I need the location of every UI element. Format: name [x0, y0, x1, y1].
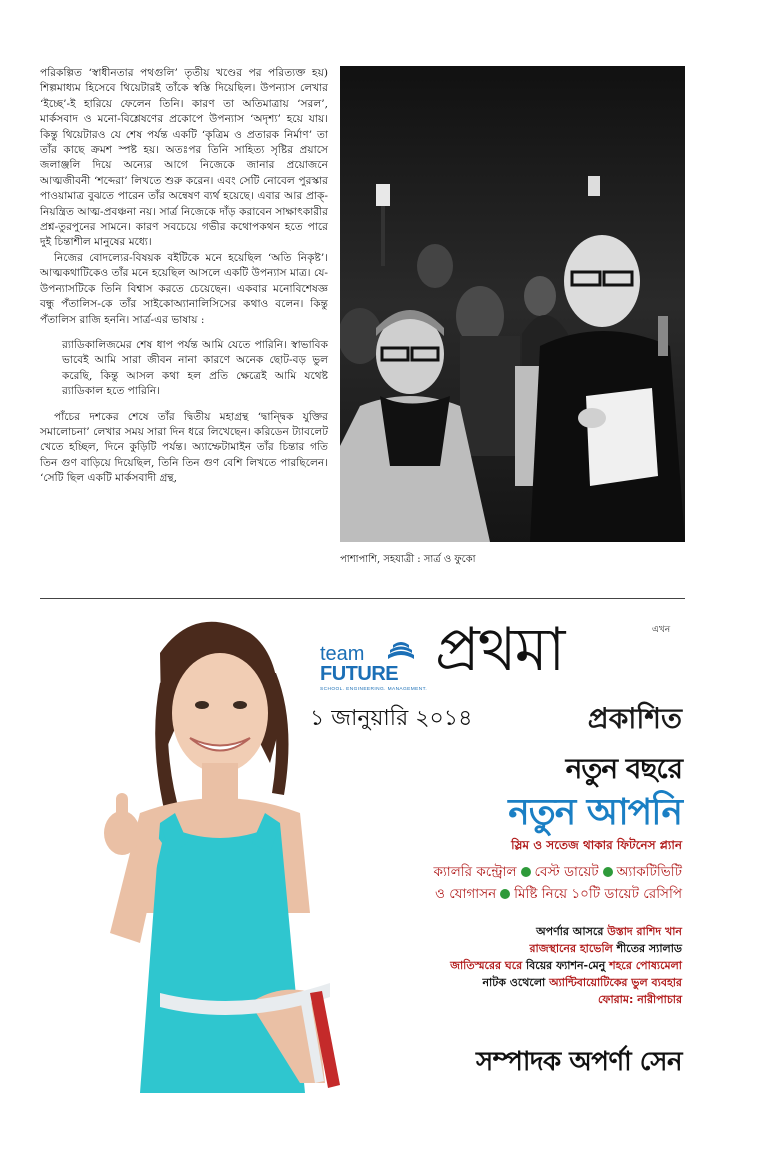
team-future-logo: [320, 625, 440, 695]
topic-best-diet: বেস্ট ডায়েট: [534, 864, 599, 880]
magazine-advertisement: [40, 605, 690, 1125]
feature-othello: নাটক ওথেলো: [482, 976, 546, 989]
fitness-tagline: স্লিম ও সতেজ থাকার ফিটনেস প্ল্যান: [511, 838, 682, 852]
feature-line-2: [322, 940, 682, 957]
feature-rajasthan-haveli: রাজস্থানের হাভেলি: [529, 942, 613, 955]
article-paragraph-2: নিজের বোদল্যের-বিষয়ক বইটিকে মনে হয়েছিল ‘অতি নিকৃষ্ট’। আত্মকথাটিকেও তাঁর মনে হয়েছিল আসলে একটি উপন্যাস মাত্র। যে-উপন্যাসটিকে তিনি বিশ্বাস করতে চেয়েছেন। একবার মনোবিশেষজ্ঞ বন্ধু পঁতালিস-কে তাঁর সাইকোঅ্যানালিসিসের কথাও বলেন। কিন্তু পঁতালিস রাজি হননি। সার্ত্র-এর ভাষায় :: [40, 251, 328, 326]
headline-new-year: নতুন বছরে: [565, 752, 682, 785]
feature-pet-fair: শহরে পোষ্যমেলা: [609, 959, 682, 972]
bullet-dot-icon: [603, 867, 613, 877]
books-icon: [386, 639, 416, 661]
topic-yoga: ও যোগাসন: [435, 886, 497, 902]
section-divider: [40, 598, 685, 599]
feature-line-5: [322, 991, 682, 1008]
topics-line-2: [352, 883, 682, 905]
published-label: প্রকাশিত: [587, 702, 682, 735]
magazine-subtitle: এখন: [652, 625, 671, 635]
publication-date: ১ জানুয়ারি ২০১৪: [310, 706, 473, 731]
sartre-foucault-photo: [340, 66, 685, 542]
feature-winter-salad: শীতের স্যালাড: [616, 942, 682, 955]
feature-jatismar: জাতিস্মরের ঘরে: [450, 959, 523, 972]
topic-activity: অ্যাকটিভিটি: [616, 864, 682, 880]
photo-caption: পাশাপাশি, সহযাত্রী : সার্ত্র ও ফুকো: [340, 554, 476, 565]
feature-list: [322, 923, 682, 1008]
bullet-dot-icon: [500, 889, 510, 899]
feature-line-1: [322, 923, 682, 940]
future-word: FUTURE: [320, 663, 399, 685]
feature-wedding-fashion: বিয়ের ফ্যাশন-মেনু: [526, 959, 606, 972]
fitness-topics: [352, 861, 682, 905]
photo-illustration: [340, 66, 685, 542]
team-future-tagline: SCHOOL. ENGINEERING. MANAGEMENT.: [320, 687, 428, 692]
topic-calorie-control: ক্যালরি কন্ট্রোল: [433, 864, 517, 880]
feature-forum: ফোরাম: নারীপাচার: [597, 993, 682, 1006]
feature-aparnar-ashore: অপর্ণার আসরে: [536, 925, 604, 938]
article-paragraph-1: পরিকল্পিত ‘স্বাধীনতার পথগুলি’ তৃতীয় খণ্ডের পর পরিত্যক্ত হয়) শিল্পমাধ্যম হিসেবে থিয়েটারই তাঁকে স্বস্তি দিয়েছিল। উপন্যাস লেখার ‘ইচ্ছে’-ই হারিয়ে ফেলেন তিনি। কারণ তা অতিমাত্রায় ‘সরল’, মার্কসবাদ ও মনো-বিশ্লেষণের প্রকোপে উপন্যাস ‘অদৃশ্য’ হয়ে যায়। কিন্তু থিয়েটারও যে শেষ পর্যন্ত একটি ‘কৃত্রিম ও প্রতারক নির্মাণ’ তা তাঁর কাছে ক্রমশ স্পষ্ট হয়। অতঃপর তিনি সাহিত্য সৃষ্টির প্রয়াসে জলাঞ্জলি দিয়ে অন্যের আগে নিজেকে জানার প্রয়োজনে আত্মজীবনী ‘শব্দেরা’ লিখতে শুরু করেন। এবং সেটি নোবেল পুরস্কার পাওয়ামাত্র বুঝতে পারেন তাঁর অন্বেষণ ব্যর্থ হয়েছে। এবার আর প্রাক্-নিয়ন্ত্রিত আত্ম-প্রবঞ্চনা নয়। সার্ত্র নিজেকে দাঁড় করাবেন সাক্ষাৎকারীর প্রশ্ন-তুরপুনের সামনে। কারণ সবচেয়ে গভীর কথোপকথন হতে পারে দুই চিন্তাশীল মানুষের মধ্যে।: [40, 67, 328, 249]
publication-date-line: [310, 701, 682, 738]
topics-line-1: [352, 861, 682, 883]
headline-new-you: নতুন আপনি: [508, 792, 682, 833]
article-column: [40, 66, 328, 487]
topic-sweet-recipes: মিষ্টি নিয়ে ১০টি ডায়েট রেসিপি: [514, 886, 682, 902]
team-word: team: [320, 643, 365, 665]
feature-antibiotic: অ্যান্টিবায়োটিকের ভুল ব্যবহার: [549, 976, 682, 989]
feature-line-3: [322, 957, 682, 974]
feature-rashid-khan: উস্তাদ রাশিদ খান: [607, 925, 682, 938]
bullet-dot-icon: [521, 867, 531, 877]
feature-line-4: [322, 974, 682, 991]
magazine-title: প্রথমা: [435, 615, 564, 685]
article-paragraph-3: পাঁচের দশকের শেষে তাঁর দ্বিতীয় মহাগ্রন্থ ‘দ্বান্দ্বিক যুক্তির সমালোচনা’ লেখার সময় সারা দিন ধরে লিখেছেন। করিডেন ট্যাবলেট খেতে হচ্ছিল, দিনে কুড়িটি পর্যন্ত। অ্যাম্ফেটামাইন তাঁর চিন্তার গতি তিন গুণ বাড়িয়ে দিয়েছিল, তিনি তিন গুণ বেশি লিখতে পারছিলেন। ‘সেটি ছিল একটি মার্কসবাদী গ্রন্থ,: [40, 410, 328, 485]
editor-credit: সম্পাদক অপর্ণা সেন: [476, 1047, 682, 1077]
article-quote: র‍্যাডিকালিজমের শেষ ধাপ পর্যন্ত আমি যেতে পারিনি। স্বাভাবিক ভাবেই আমি সারা জীবন নানা কারণে অনেক ছোট-বড় ভুল করেছি, কিন্তু আসল কথা হল প্রতি ক্ষেত্রেই আমি যথেষ্ট র‍্যাডিকাল হতে পারিনি।: [62, 338, 328, 398]
